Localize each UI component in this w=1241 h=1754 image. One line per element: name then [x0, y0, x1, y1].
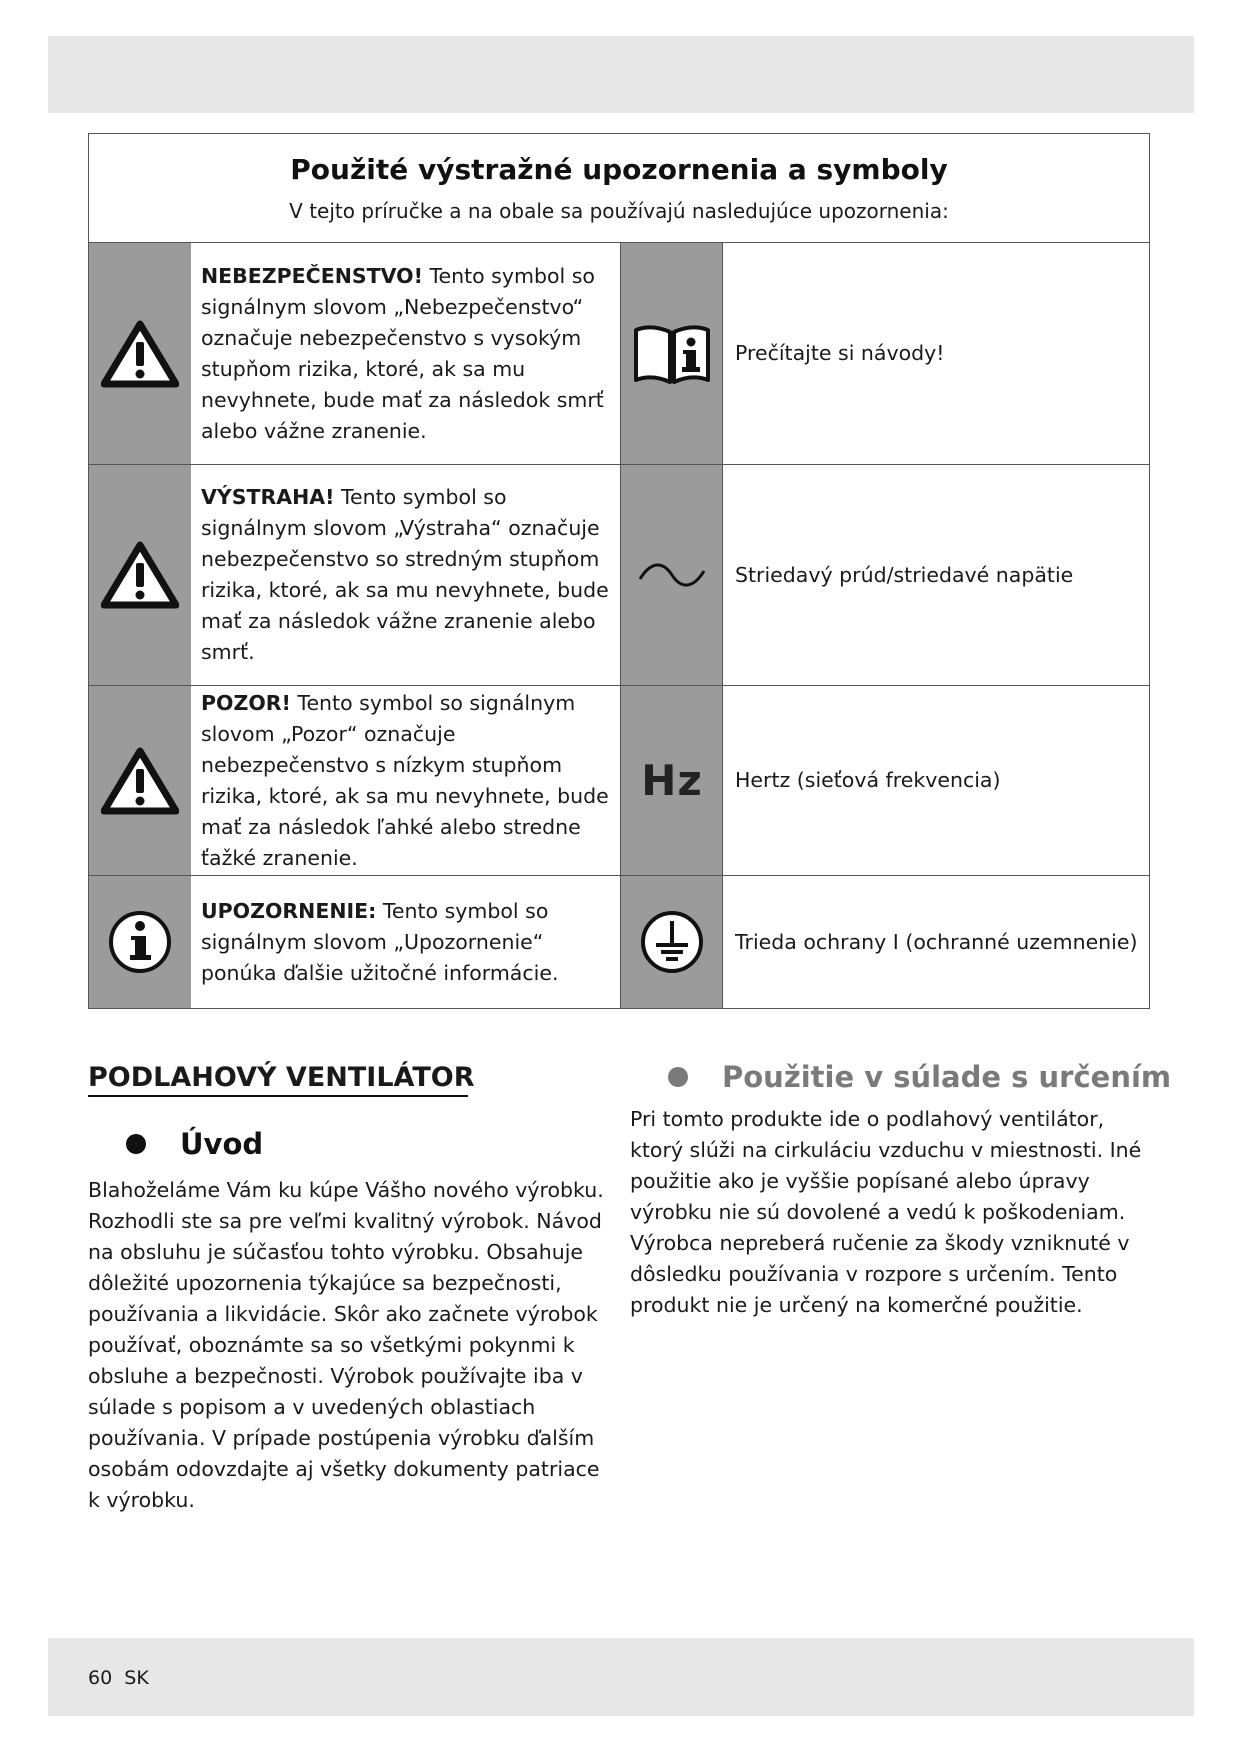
icon-cell [620, 243, 723, 464]
hertz-description: Hertz (sieťová frekvencia) [722, 686, 1149, 875]
section-heading: PODLAHOVÝ VENTILÁTOR [88, 1062, 468, 1097]
warning-triangle-icon [101, 320, 179, 388]
caution-text: Tento symbol so signálnym slovom „Pozor“ označuje nebezpečenstvo s nízkym stupňom rizika, ktoré, ak sa mu nevyhnete, bude mať za následok ľahké alebo stredne ťažké zranenie. [201, 690, 609, 870]
notice-description [191, 876, 620, 1008]
bullet-icon [126, 1134, 146, 1154]
hertz-icon: Hz [641, 756, 703, 805]
page-number: 60 SK [88, 1667, 149, 1689]
table-row [89, 876, 1149, 1008]
danger-text: Tento symbol so signálnym slovom „Nebezpečenstvo“ označuje nebezpečenstvo s vysokým stupňom rizika, ktoré, ak sa mu nevyhnete, bude mať za následok smrť alebo vážne zranenie. [201, 263, 604, 443]
warning-label: VÝSTRAHA! [201, 485, 335, 509]
caution-description [191, 686, 620, 875]
icon-cell [620, 465, 723, 685]
footer-band [48, 1638, 1194, 1716]
table-title: Použité výstražné upozornenia a symboly [290, 153, 948, 186]
warning-text: Tento symbol so signálnym slovom „Výstraha“ označuje nebezpečenstvo so stredným stupňom rizika, ktoré, ak sa mu nevyhnete, bude mať za následok vážne zranenie alebo smrť. [201, 485, 609, 664]
table-row [89, 686, 1149, 876]
read-manual-description: Prečítajte si návody! [722, 243, 1149, 464]
icon-cell [620, 876, 723, 1008]
table-row [89, 243, 1149, 465]
read-manual-icon [632, 322, 712, 386]
icon-cell [89, 465, 191, 685]
intended-use-heading-text: Použitie v súlade s určením [722, 1060, 1172, 1094]
caution-label: POZOR! [201, 690, 291, 715]
ac-description: Striedavý prúd/striedavé napätie [722, 465, 1149, 685]
header-band [48, 36, 1194, 113]
protective-earth-icon [639, 909, 705, 975]
icon-cell [89, 686, 191, 875]
icon-cell [620, 686, 723, 875]
intro-heading [126, 1127, 263, 1161]
danger-description [191, 243, 620, 464]
intro-heading-text: Úvod [180, 1127, 264, 1161]
table-subtitle: V tejto príručke a na obale sa používajú nasledujúce upozornenia: [289, 199, 949, 223]
icon-cell [89, 243, 191, 464]
table-row [89, 465, 1149, 686]
alternating-current-icon [637, 563, 707, 587]
warning-description [191, 465, 620, 685]
danger-label: NEBEZPEČENSTVO! [201, 263, 423, 288]
table-header [89, 134, 1149, 243]
warning-triangle-icon [101, 541, 179, 609]
intended-use-paragraph: Pri tomto produkte ide o podlahový ventilátor, ktorý slúži na cirkuláciu vzduchu v miestnosti. Iné použitie ako je vyššie popísané alebo úpravy výrobku nie sú dovolené a vedú k poškodeniam. Výrobca nepreberá ručenie za škody vzniknuté v dôsledku používania v rozpore s určením. Tento produkt nie je určený na komerčné použitie. [630, 1107, 1142, 1317]
intro-paragraph: Blahoželáme Vám ku kúpe Vášho nového výrobku. Rozhodli ste sa pre veľmi kvalitný výrobok. Návod na obsluhu je súčasťou tohto výrobku. Obsahuje dôležité upozornenia týkajúce sa bezpečnosti, používania a likvidácie. Skôr ako začnete výrobok používať, oboznámte sa so všetkými pokynmi k obsluhe a bezpečnosti. Výrobok používajte iba v súlade s popisom a v uvedených oblastiach používania. V prípade postúpenia výrobku ďalším osobám odovzdajte aj všetky dokumenty patriace k výrobku. [88, 1178, 604, 1512]
intended-use-heading [668, 1060, 1171, 1094]
warning-triangle-icon [101, 747, 179, 815]
protection-class-description: Trieda ochrany I (ochranné uzemnenie) [722, 876, 1149, 1008]
bullet-icon [668, 1067, 688, 1087]
warning-symbols-table [88, 133, 1150, 1009]
icon-cell [89, 876, 191, 1008]
notice-label: UPOZORNENIE: [201, 898, 377, 923]
info-icon [107, 909, 173, 975]
notice-text: Tento symbol so signálnym slovom „Upozornenie“ ponúka ďalšie užitočné informácie. [201, 898, 559, 985]
